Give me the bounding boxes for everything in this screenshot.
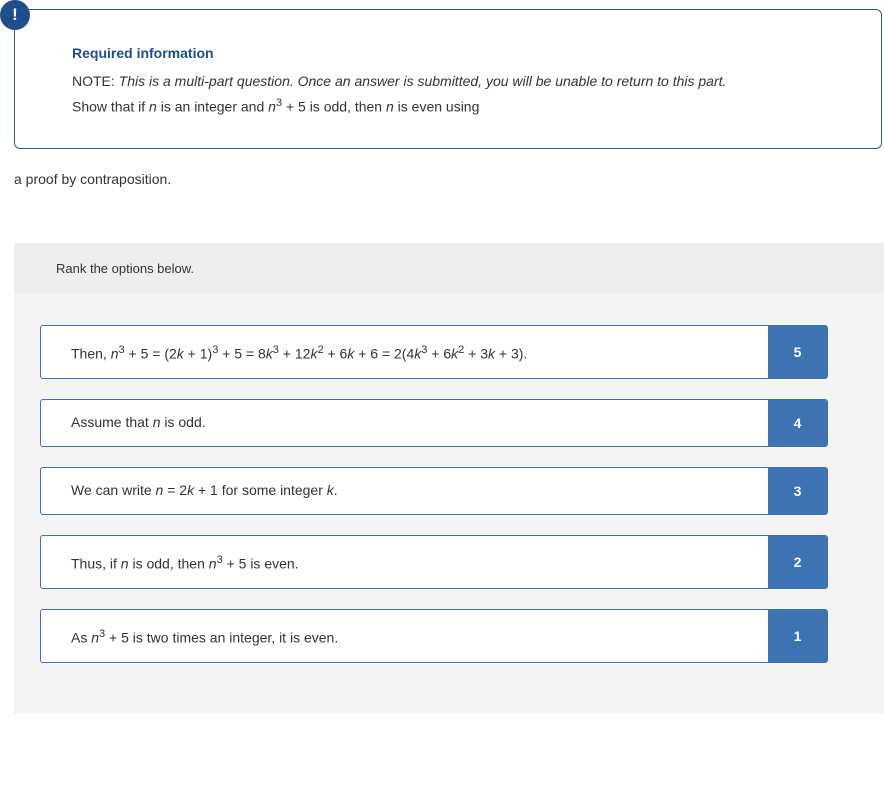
text-part: As [71,629,92,646]
question-continuation: a proof by contraposition. [14,171,172,187]
alert-icon: ! [0,0,30,30]
text-part: We can write [71,482,156,498]
math-var: n [268,98,276,115]
rank-number[interactable]: 1 [768,610,827,662]
text-part: + 5 = (2 [124,345,177,362]
math-var: k [347,345,355,362]
question-text [72,97,479,115]
text-part: + 3). [495,345,528,362]
text-part: + 12 [278,345,311,362]
ranking-panel [14,243,884,714]
rank-number[interactable]: 2 [768,536,827,588]
rank-option-text [71,482,338,498]
math-var: n [110,345,119,362]
math-exponent: 2 [317,344,324,356]
math-exponent: 3 [212,344,219,356]
text-part: Thus, if [71,555,121,572]
rank-number[interactable]: 3 [768,468,827,514]
required-info-title: Required information [72,45,214,61]
text-part: = 2 [163,482,188,498]
text-part: is odd, then [128,555,209,572]
text-part: + 1) [183,345,213,362]
math-exponent: 3 [275,97,283,109]
text-part: + 5 is even. [222,555,299,572]
note-text [72,73,726,89]
rank-option[interactable] [40,399,828,447]
text-part: + 1 for some integer [194,482,327,498]
math-exponent: 3 [99,628,106,640]
math-var: k [488,345,496,362]
text-part: Assume that [71,414,153,430]
math-var: n [91,629,100,646]
math-var: k [265,345,273,362]
math-var: k [451,345,459,362]
text-part: . [333,482,338,498]
rank-option-text [71,344,527,362]
text-part: is odd. [160,414,206,430]
rank-option[interactable] [40,325,828,379]
math-var: n [120,555,129,572]
math-var: k [176,345,184,362]
math-var: k [414,345,422,362]
text-part: + 5 = 8 [218,345,266,362]
math-var: k [187,482,195,498]
note-prefix: NOTE: [72,73,115,89]
question-part: is even using [393,98,480,115]
rank-option-text [71,554,299,572]
math-var: n [152,414,161,430]
rank-number[interactable]: 4 [768,400,827,446]
math-exponent: 2 [458,344,465,356]
question-part: is an integer and [156,98,269,115]
rank-option[interactable] [40,609,828,663]
rank-option[interactable] [40,535,828,589]
ranking-header [14,243,884,293]
math-exponent: 3 [216,554,223,566]
math-var: k [310,345,318,362]
rank-option[interactable] [40,467,828,515]
math-var: n [149,98,157,115]
math-exponent: 3 [272,344,279,356]
text-part: + 6 [323,345,348,362]
math-var: n [208,555,217,572]
rank-option-text [71,414,206,430]
text-part: Then, [71,345,111,362]
text-part: + 3 [464,345,489,362]
math-exponent: 3 [421,344,428,356]
rank-instruction: Rank the options below. [56,261,195,276]
math-var: k [326,482,334,498]
required-info-box [14,9,882,149]
note-body: This is a multi-part question. Once an answer is submitted, you will be unable to return to this part. [118,73,727,89]
question-part: Show that if [72,98,150,115]
rank-number[interactable]: 5 [768,326,827,378]
math-var: n [385,98,394,115]
rank-option-text [71,628,338,646]
math-exponent: 3 [118,344,125,356]
text-part: + 6 = 2(4 [354,345,415,362]
text-part: + 5 is two times an integer, it is even. [105,629,339,646]
question-part: + 5 is odd, then [282,98,386,115]
math-var: n [155,482,164,498]
text-part: + 6 [427,345,452,362]
